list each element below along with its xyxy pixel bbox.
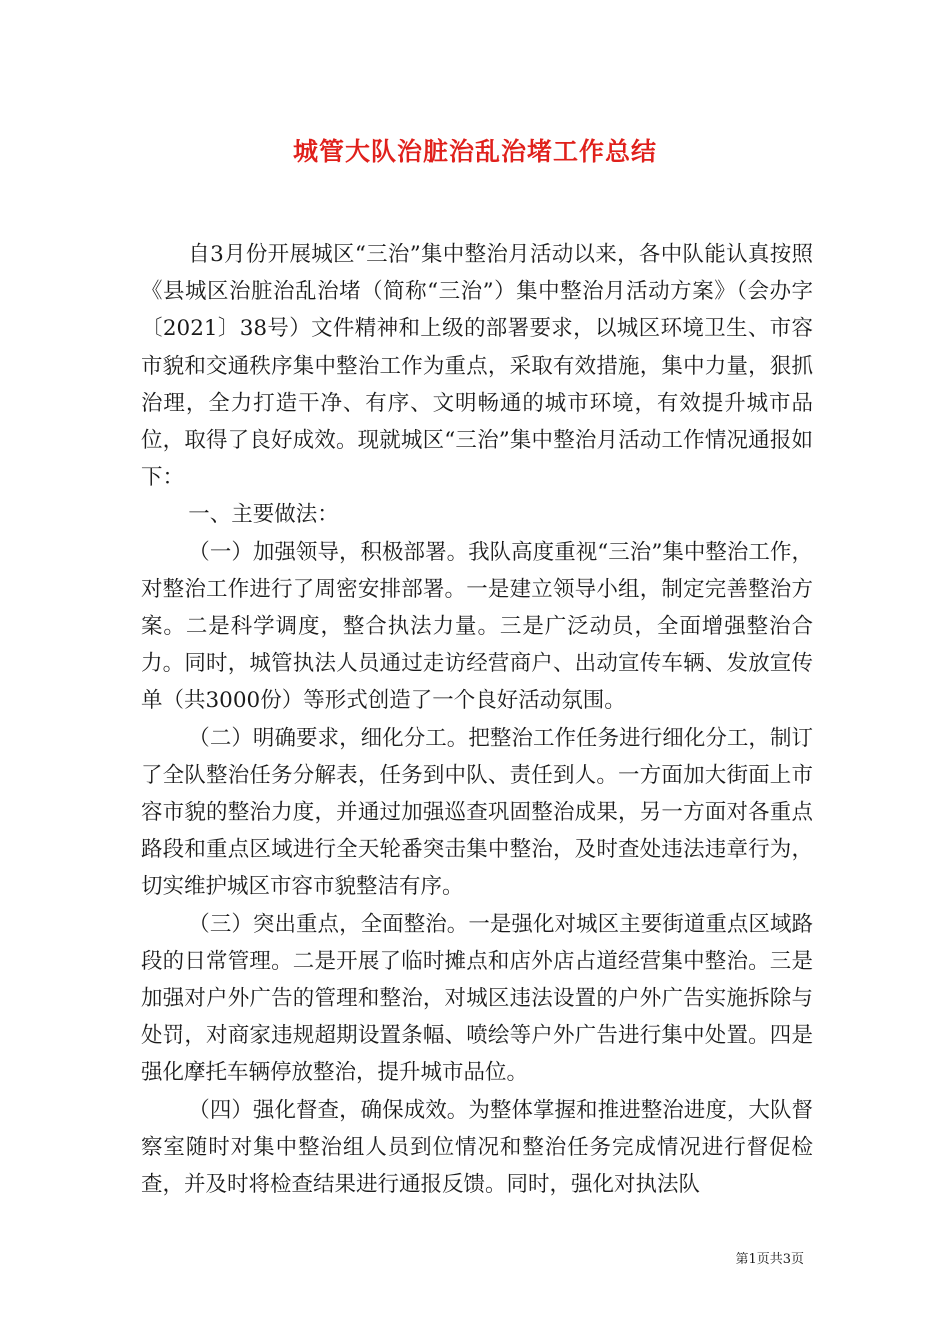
page-number-footer: 第1页共3页 xyxy=(735,1252,804,1267)
paragraph-key-rectification: （三）突出重点，全面整治。一是强化对城区主要街道重点区域路段的日常管理。二是开展了临时摊点和店外店占道经营集中整治。三是加强对户外广告的管理和整治，对城区违法设置的户外广告实施拆除与处罚，对商家违规超期设置条幅、喷绘等户外广告进行集中处置。四是强化摩托车辆停放整治，提升城市品位。 xyxy=(141,911,813,1086)
paragraph-intro: 自3月份开展城区“三治”集中整治月活动以来，各中队能认真按照《县城区治脏治乱治堵（简称“三治”）集中整治月活动方案》（会办字〔2021〕38号）文件精神和上级的部署要求，以城区环境卫生、市容市貌和交通秩序集中整治工作为重点，采取有效措施，集中力量，狠抓治理，全力打造干净、有序、文明畅通的城市环境，有效提升城市品位，取得了良好成效。现就城区“三治”集中整治月活动工作情况通报如下： xyxy=(141,242,813,491)
document-body xyxy=(141,236,813,1203)
paragraph-requirements: （二）明确要求，细化分工。把整治工作任务进行细化分工，制订了全队整治任务分解表，任务到中队、责任到人。一方面加大街面上市容市貌的整治力度，并通过加强巡查巩固整治成果，另一方面对各重点路段和重点区域进行全天轮番突击集中整治，及时查处违法违章行为，切实维护城区市容市貌整洁有序。 xyxy=(141,725,813,900)
paragraph-leadership: （一）加强领导，积极部署。我队高度重视“三治”集中整治工作，对整治工作进行了周密安排部署。一是建立领导小组，制定完善整治方案。二是科学调度，整合执法力量。三是广泛动员，全面增强整治合力。同时，城管执法人员通过走访经营商户、出动宣传车辆、发放宣传单（共3000份）等形式创造了一个良好活动氛围。 xyxy=(141,539,813,714)
paragraph-supervision: （四）强化督查，确保成效。为整体掌握和推进整治进度，大队督察室随时对集中整治组人员到位情况和整治任务完成情况进行督促检查，并及时将检查结果进行通报反馈。同时，强化对执法队 xyxy=(141,1097,813,1198)
section-heading-main-practices: 一、主要做法： xyxy=(188,502,339,528)
document-title: 城管大队治脏治乱治堵工作总结 xyxy=(292,137,657,166)
